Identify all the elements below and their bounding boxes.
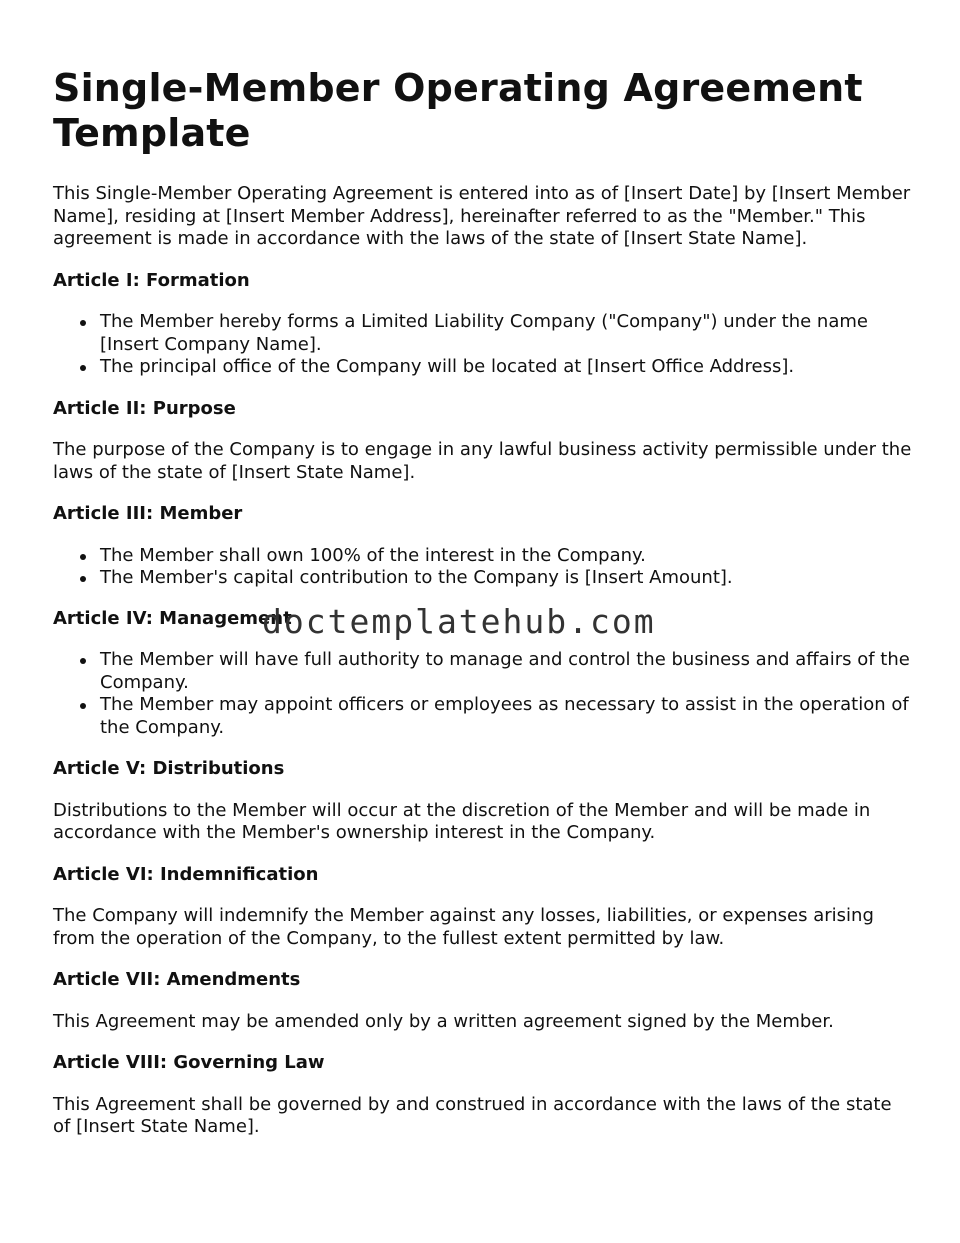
list-item: The Member may appoint officers or employees as necessary to assist in the operation of the Company. xyxy=(100,694,913,739)
document-page xyxy=(53,66,913,1158)
article-7-heading: Article VII: Amendments xyxy=(53,969,301,990)
article-2-text: The purpose of the Company is to engage in any lawful business activity permissible under the laws of the state of [Insert State Name]. xyxy=(53,439,912,483)
article-3-list xyxy=(53,545,913,590)
article-8-text: This Agreement shall be governed by and construed in accordance with the laws of the state of [Insert State Name]. xyxy=(53,1093,892,1137)
article-4-heading: Article IV: Management xyxy=(53,607,292,629)
article-3-heading: Article III: Member xyxy=(53,503,243,524)
article-1-heading: Article I: Formation xyxy=(53,269,250,291)
article-6-heading: Article VI: Indemnification xyxy=(53,863,319,885)
list-item: The Member will have full authority to manage and control the business and affairs of the Company. xyxy=(100,649,913,694)
watermark: doctemplatehub.com xyxy=(262,602,656,641)
list-item: The Member's capital contribution to the Company is [Insert Amount]. xyxy=(100,567,913,590)
article-4-list xyxy=(53,649,913,739)
article-6-text: The Company will indemnify the Member against any losses, liabilities, or expenses arising from the operation of the Company, to the fullest extent permitted by law. xyxy=(53,905,874,949)
article-7-text: This Agreement may be amended only by a written agreement signed by the Member. xyxy=(53,1010,834,1032)
article-5-heading: Article V: Distributions xyxy=(53,758,285,779)
article-8-heading: Article VIII: Governing Law xyxy=(53,1052,325,1073)
list-item: The principal office of the Company will be located at [Insert Office Address]. xyxy=(100,356,913,379)
intro-paragraph: This Single-Member Operating Agreement is entered into as of [Insert Date] by [Insert Member Name], residing at [Insert Member Address], hereinafter referred to as the "Member." This agreement is made in accordance with the laws of the state of [Insert State Name]. xyxy=(53,183,911,249)
list-item: The Member hereby forms a Limited Liability Company ("Company") under the name [Insert Company Name]. xyxy=(100,311,913,356)
article-2-heading: Article II: Purpose xyxy=(53,397,236,419)
document-title: Single-Member Operating Agreement Template xyxy=(53,66,863,155)
article-5-text: Distributions to the Member will occur at the discretion of the Member and will be made in accordance with the Member's ownership interest in the Company. xyxy=(53,799,871,843)
list-item: The Member shall own 100% of the interest in the Company. xyxy=(100,545,913,568)
article-1-list xyxy=(53,311,913,379)
